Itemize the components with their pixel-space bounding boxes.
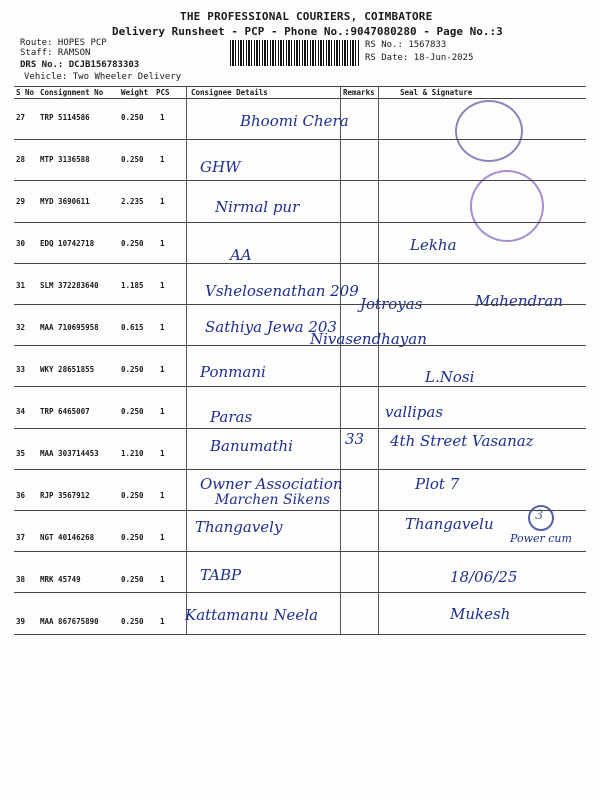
seal-stamp: [455, 100, 523, 162]
cell-sno: 39: [16, 617, 26, 626]
handwritten-signature: L.Nosi: [425, 368, 475, 386]
handwritten-consignee: Owner Association: [200, 475, 343, 493]
cell-weight: 0.615: [121, 323, 144, 332]
cell-sno: 30: [16, 239, 26, 248]
cell-weight: 1.210: [121, 449, 144, 458]
handwritten-signature: Mahendran: [475, 292, 563, 310]
cell-sno: 33: [16, 365, 26, 374]
cell-sno: 38: [16, 575, 26, 584]
cell-pcs: 1: [160, 197, 165, 206]
row-divider: [14, 304, 586, 305]
rs-number: RS No.: 1567833: [365, 40, 447, 50]
handwritten-signature: 18/06/25: [450, 568, 518, 586]
cell-cons: MYD 3690611: [40, 197, 90, 206]
handwritten-consignee: Sathiya Jewa 203: [205, 318, 337, 336]
handwritten-consignee: TABP: [200, 566, 242, 584]
runsheet-title: Delivery Runsheet - PCP - Phone No.:9047080280 - Page No.:3: [112, 25, 503, 38]
circled-number: [528, 505, 554, 531]
handwritten-signature: Mukesh: [450, 605, 511, 623]
cell-cons: MAA 303714453: [40, 449, 99, 458]
cell-pcs: 1: [160, 155, 165, 164]
cell-pcs: 1: [160, 323, 165, 332]
cell-cons: MRK 45749: [40, 575, 81, 584]
row-divider: [14, 592, 586, 593]
cell-cons: TRP 6465007: [40, 407, 90, 416]
handwritten-note: Marchen Sikens: [215, 492, 331, 508]
handwritten-consignee: Paras: [210, 408, 253, 426]
handwritten-signature: vallipas: [385, 403, 444, 421]
cell-weight: 0.250: [121, 365, 144, 374]
cell-weight: 0.250: [121, 407, 144, 416]
row-divider: [14, 469, 586, 470]
cell-pcs: 1: [160, 113, 165, 122]
cell-weight: 0.250: [121, 113, 144, 122]
row-divider: [14, 634, 586, 635]
handwritten-signature: Thangavelu: [405, 515, 494, 533]
staff-label: Staff: RAMSON: [20, 48, 91, 58]
cell-weight: 0.250: [121, 491, 144, 500]
cell-cons: TRP 5114586: [40, 113, 90, 122]
cell-pcs: 1: [160, 281, 165, 290]
cell-pcs: 1: [160, 407, 165, 416]
handwritten-consignee: Kattamanu Neela: [185, 606, 319, 624]
handwritten-note: Power cum: [510, 532, 572, 545]
cell-weight: 0.250: [121, 617, 144, 626]
handwritten-consignee: AA: [230, 246, 252, 264]
cell-pcs: 1: [160, 533, 165, 542]
cell-weight: 1.185: [121, 281, 144, 290]
cell-cons: MTP 3136588: [40, 155, 90, 164]
row-divider: [14, 428, 586, 429]
cell-sno: 37: [16, 533, 26, 542]
col-weight: Weight: [121, 88, 149, 97]
handwritten-remark: Nivasendhayan: [310, 330, 427, 348]
vehicle-label: Vehicle: Two Wheeler Delivery: [24, 72, 182, 82]
cell-pcs: 1: [160, 491, 165, 500]
handwritten-consignee: Bhoomi Chera: [240, 112, 349, 130]
cell-cons: MAA 867675890: [40, 617, 99, 626]
route-label: Route: HOPES PCP: [20, 38, 107, 48]
col-pcs: PCS: [156, 88, 170, 97]
handwritten-consignee: Ponmani: [200, 363, 266, 381]
drs-label: DRS No.: DCJB156783303: [20, 60, 140, 70]
cell-weight: 0.250: [121, 533, 144, 542]
row-divider: [14, 386, 586, 387]
row-divider: [14, 180, 586, 181]
cell-sno: 31: [16, 281, 26, 290]
cell-cons: RJP 3567912: [40, 491, 90, 500]
cell-sno: 27: [16, 113, 26, 122]
cell-sno: 32: [16, 323, 26, 332]
handwritten-consignee: Thangavely: [195, 518, 283, 536]
cell-weight: 0.250: [121, 575, 144, 584]
row-divider: [14, 139, 586, 140]
cell-cons: MAA 710695958: [40, 323, 99, 332]
handwritten-remark: Lekha: [410, 236, 457, 254]
runsheet-header: [0, 0, 600, 86]
cell-pcs: 1: [160, 239, 165, 248]
company-title: THE PROFESSIONAL COURIERS, COIMBATORE: [180, 10, 433, 23]
handwritten-remark: 33: [345, 430, 365, 448]
cell-sno: 35: [16, 449, 26, 458]
handwritten-consignee: GHW: [200, 158, 241, 176]
col-sno: S No: [16, 88, 35, 97]
col-remarks: Remarks: [343, 88, 375, 97]
cell-cons: WKY 28651855: [40, 365, 95, 374]
cell-cons: NGT 40146268: [40, 533, 95, 542]
col-consignee: Consignee Details: [191, 88, 268, 97]
cell-sno: 36: [16, 491, 26, 500]
cell-weight: 0.250: [121, 155, 144, 164]
row-divider: [14, 345, 586, 346]
handwritten-signature: Plot 7: [415, 475, 460, 493]
row-divider: [14, 263, 586, 264]
table-header: [14, 86, 586, 98]
row-divider: [14, 510, 586, 511]
cell-pcs: 1: [160, 617, 165, 626]
cell-cons: SLM 372283640: [40, 281, 99, 290]
rs-date: RS Date: 18-Jun-2025: [365, 53, 474, 63]
cell-pcs: 1: [160, 575, 165, 584]
handwritten-remark: Jotroyas: [360, 295, 423, 313]
cell-cons: EDQ 10742718: [40, 239, 95, 248]
cell-weight: 0.250: [121, 239, 144, 248]
cell-pcs: 1: [160, 365, 165, 374]
handwritten-consignee: Banumathi: [210, 437, 293, 455]
handwritten-signature: 4th Street Vasanaz: [390, 432, 534, 450]
table-row: [14, 518, 586, 560]
cell-sno: 28: [16, 155, 26, 164]
handwritten-consignee: Vshelosenathan 209: [205, 282, 359, 300]
row-divider: [14, 222, 586, 223]
cell-pcs: 1: [160, 449, 165, 458]
row-divider: [14, 551, 586, 552]
barcode-image: [230, 40, 360, 66]
col-seal: Seal & Signature: [400, 88, 473, 97]
cell-sno: 29: [16, 197, 26, 206]
handwritten-consignee: Nirmal pur: [215, 198, 300, 216]
col-consignment: Consignment No: [40, 88, 104, 97]
cell-sno: 34: [16, 407, 26, 416]
cell-weight: 2.235: [121, 197, 144, 206]
circled-number-text: 3: [535, 508, 544, 523]
